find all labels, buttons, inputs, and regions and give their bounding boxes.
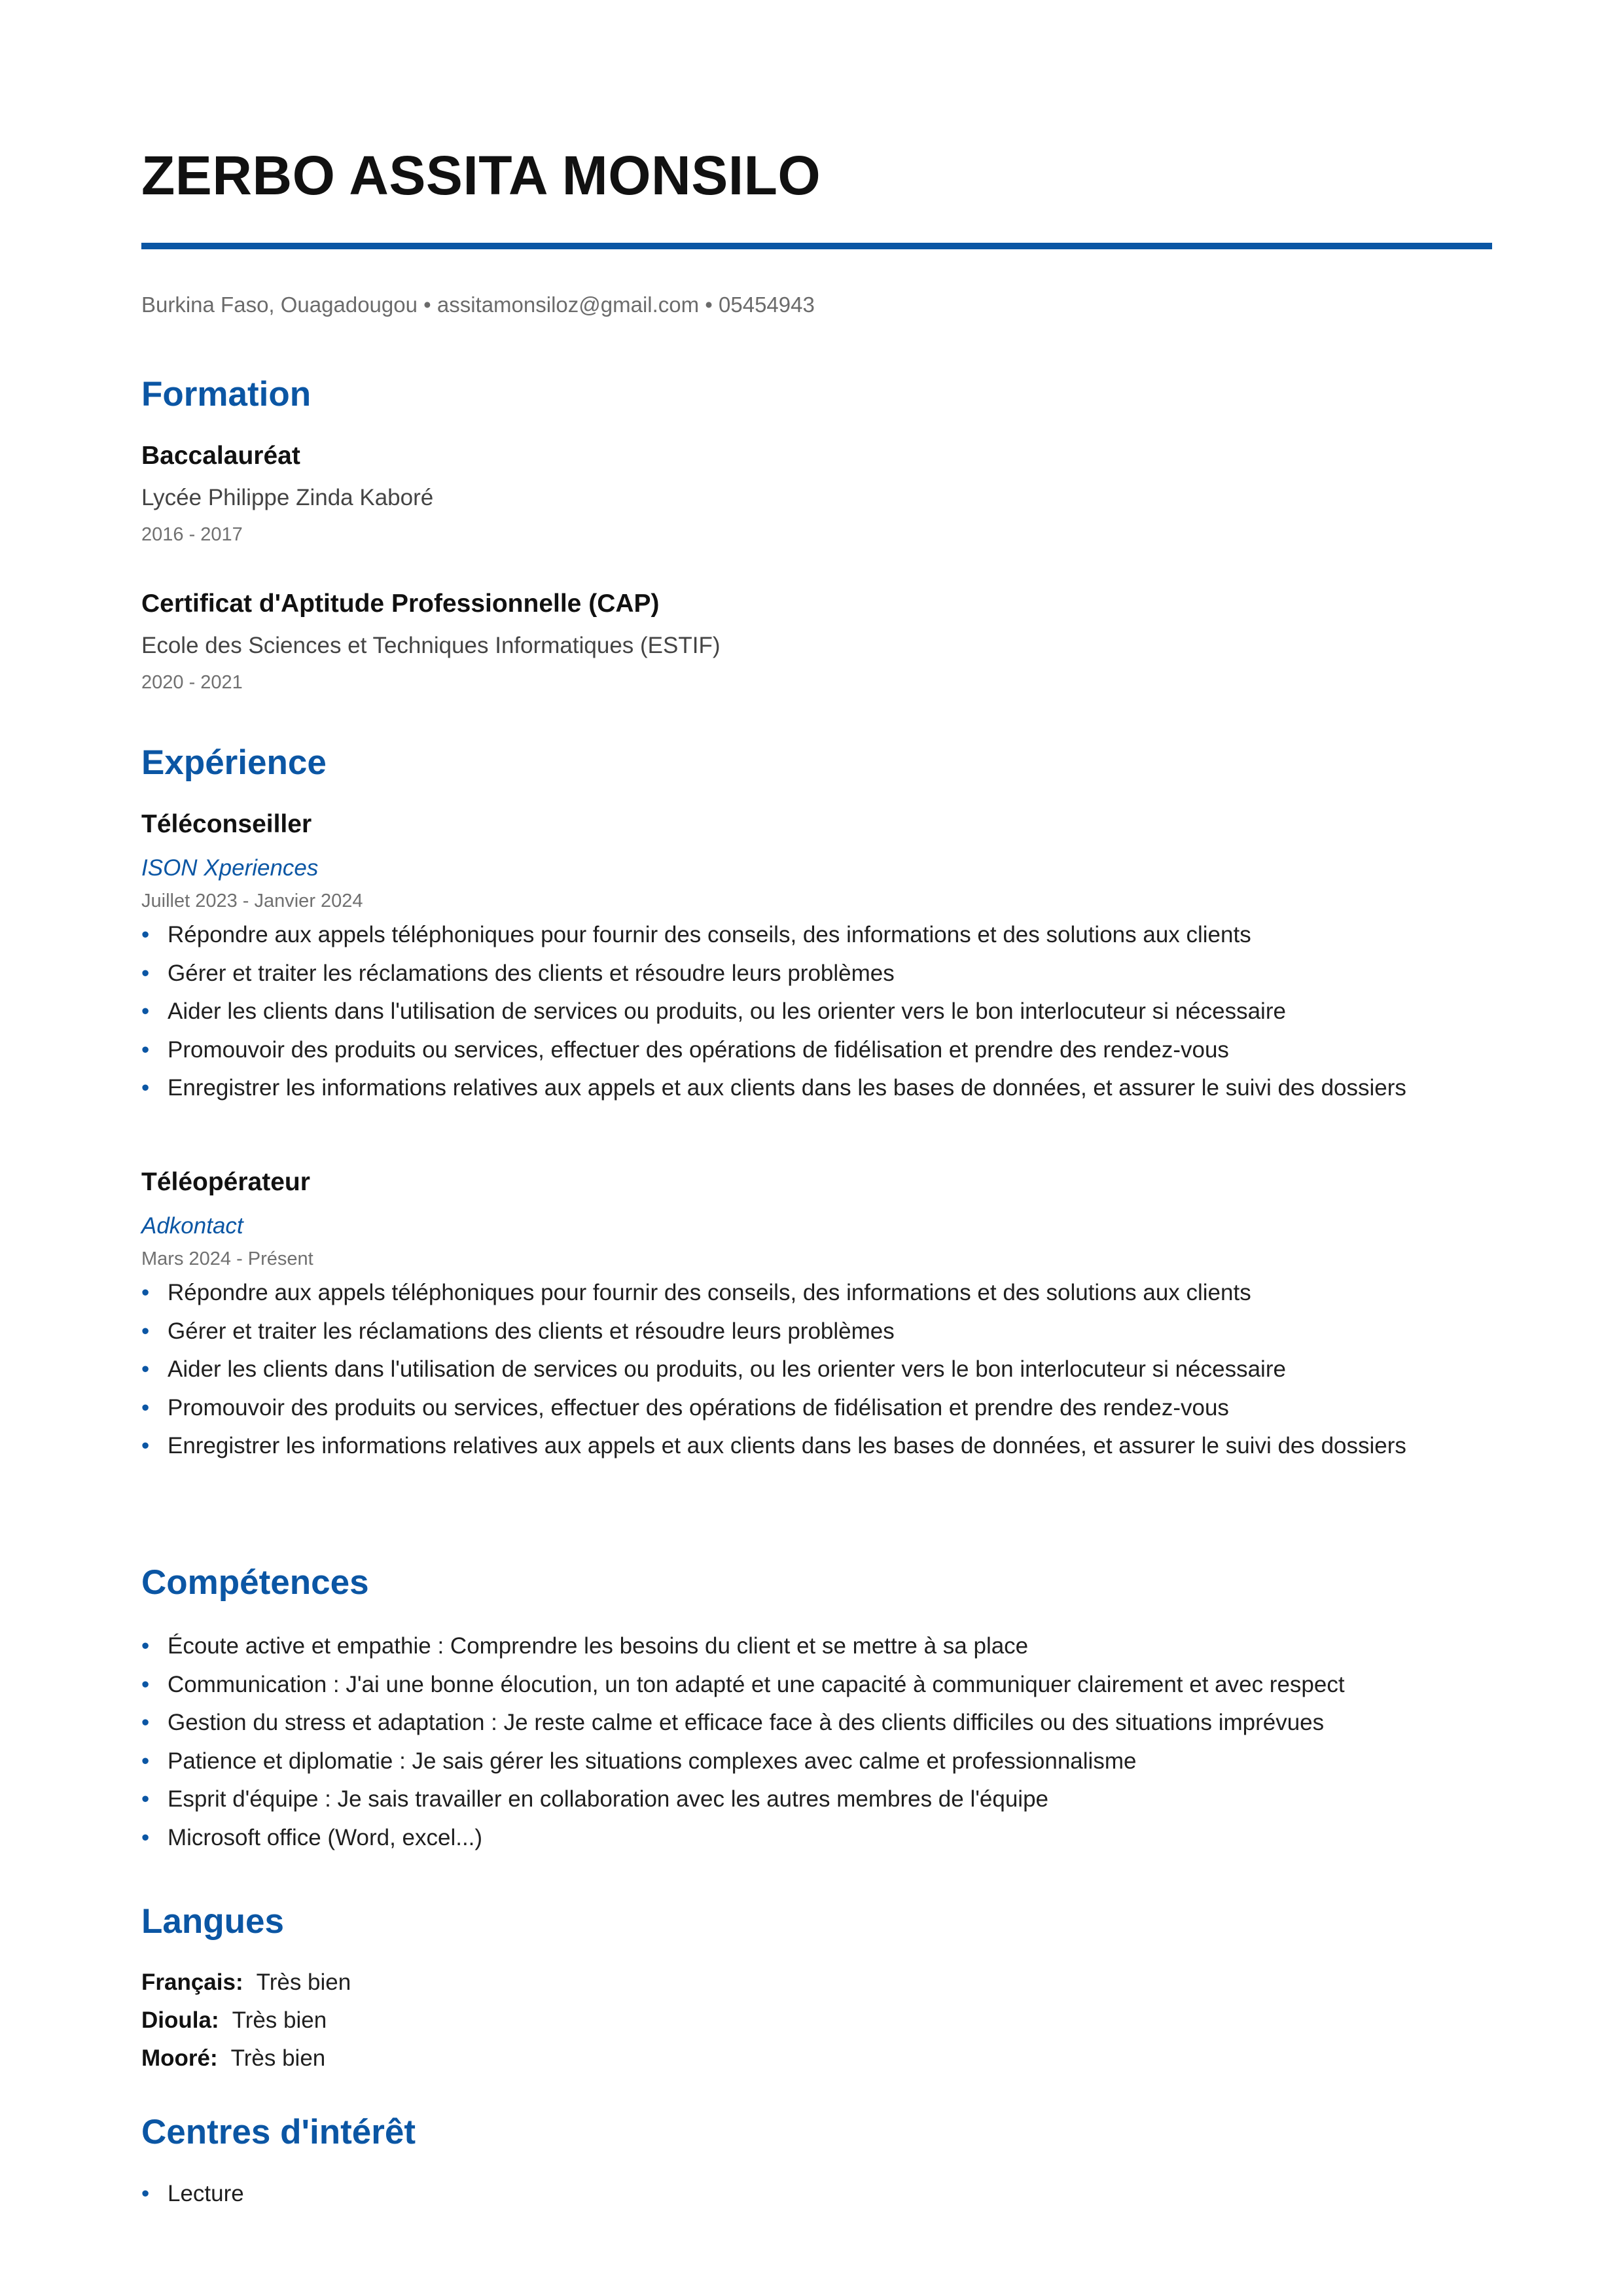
task-text: Promouvoir des produits ou services, effectuer des opérations de fidélisation et prendre des rendez-vous: [168, 1394, 1229, 1421]
list-item: [141, 1351, 1492, 1389]
bullet-icon: •: [141, 1356, 150, 1382]
job-title: Téléconseiller: [141, 810, 312, 838]
bullet-icon: •: [141, 960, 150, 986]
list-item: [141, 916, 1492, 955]
list-item: [141, 1627, 1492, 1666]
list-item: [141, 993, 1492, 1031]
task-text: Aider les clients dans l'utilisation de services ou produits, ou les orienter vers le bon interlocuteur si nécessaire: [168, 998, 1286, 1024]
bullet-icon: •: [141, 1786, 150, 1812]
skill-text: Communication : J'ai une bonne élocution, un ton adapté et une capacité à communiquer clairement et avec respect: [168, 1671, 1345, 1697]
list-item: [141, 1427, 1492, 1466]
task-text: Répondre aux appels téléphoniques pour fournir des conseils, des informations et des solutions aux clients: [168, 1280, 1251, 1305]
skill-text: Gestion du stress et adaptation : Je reste calme et efficace face à des clients difficiles ou des situations imprévues: [168, 1710, 1325, 1735]
section-title-interests: Centres d'intérêt: [141, 2113, 416, 2151]
job-company: Adkontact: [141, 1213, 243, 1239]
task-text: Gérer et traiter les réclamations des clients et résoudre leurs problèmes: [168, 1318, 895, 1344]
bullet-icon: •: [141, 1318, 150, 1344]
formation-dates: 2016 - 2017: [141, 524, 243, 545]
list-item: [141, 1389, 1492, 1428]
language-name: Dioula:: [141, 2007, 219, 2033]
task-text: Aider les clients dans l'utilisation de services ou produits, ou les orienter vers le bon interlocuteur si nécessaire: [168, 1356, 1286, 1382]
language-row: [141, 2043, 325, 2074]
language-name: Mooré:: [141, 2045, 218, 2071]
list-item: [141, 1819, 1492, 1858]
header-divider: [141, 243, 1492, 249]
skill-text: Esprit d'équipe : Je sais travailler en collaboration avec les autres membres de l'équipe: [168, 1786, 1049, 1812]
job-task-list: [141, 1274, 1492, 1466]
formation-dates: 2020 - 2021: [141, 672, 243, 693]
bullet-icon: •: [141, 1748, 150, 1774]
list-item: [141, 1031, 1492, 1070]
bullet-icon: •: [141, 1075, 150, 1101]
section-title-experience: Expérience: [141, 743, 327, 782]
task-text: Promouvoir des produits ou services, effectuer des opérations de fidélisation et prendre des rendez-vous: [168, 1036, 1229, 1063]
list-item: [141, 1780, 1492, 1819]
task-text: Enregistrer les informations relatives aux appels et aux clients dans les bases de données, et assurer le suivi des dossiers: [168, 1075, 1406, 1101]
list-item: [141, 955, 1492, 993]
job-task-list: [141, 916, 1492, 1108]
formation-school: Lycée Philippe Zinda Kaboré: [141, 485, 434, 510]
job-dates: Juillet 2023 - Janvier 2024: [141, 891, 363, 911]
skill-text: Patience et diplomatie : Je sais gérer les situations complexes avec calme et professionnalisme: [168, 1748, 1137, 1774]
skill-text: Écoute active et empathie : Comprendre les besoins du client et se mettre à sa place: [168, 1633, 1029, 1659]
list-item: [141, 1666, 1492, 1704]
contact-line: Burkina Faso, Ouagadougou • assitamonsiloz@gmail.com • 05454943: [141, 292, 815, 317]
bullet-icon: •: [141, 1433, 150, 1458]
task-text: Répondre aux appels téléphoniques pour fournir des conseils, des informations et des solutions aux clients: [168, 922, 1251, 947]
bullet-icon: •: [141, 1036, 150, 1063]
bullet-icon: •: [141, 922, 150, 947]
bullet-icon: •: [141, 1394, 150, 1421]
language-level: Très bien: [232, 2007, 327, 2033]
skills-list: [141, 1627, 1492, 1857]
bullet-icon: •: [141, 998, 150, 1024]
language-row: [141, 2005, 327, 2036]
task-text: Gérer et traiter les réclamations des clients et résoudre leurs problèmes: [168, 960, 895, 986]
interest-text: Lecture: [168, 2181, 244, 2206]
language-level: Très bien: [256, 1969, 351, 1995]
formation-school: Ecole des Sciences et Techniques Informatiques (ESTIF): [141, 633, 721, 658]
list-item: [141, 2175, 1492, 2214]
bullet-icon: •: [141, 1710, 150, 1735]
skill-text: Microsoft office (Word, excel...): [168, 1824, 483, 1850]
bullet-icon: •: [141, 1824, 150, 1850]
section-title-formation: Formation: [141, 375, 312, 414]
language-row: [141, 1968, 351, 1998]
bullet-icon: •: [141, 2181, 150, 2206]
interests-list: [141, 2175, 1492, 2214]
bullet-icon: •: [141, 1633, 150, 1659]
language-level: Très bien: [230, 2045, 326, 2071]
job-dates: Mars 2024 - Présent: [141, 1248, 313, 1269]
list-item: [141, 1742, 1492, 1781]
list-item: [141, 1069, 1492, 1108]
section-title-skills: Compétences: [141, 1563, 369, 1602]
list-item: [141, 1704, 1492, 1742]
bullet-icon: •: [141, 1671, 150, 1697]
language-name: Français:: [141, 1969, 243, 1995]
list-item: [141, 1313, 1492, 1351]
job-title: Téléopérateur: [141, 1168, 310, 1196]
list-item: [141, 1274, 1492, 1313]
section-title-languages: Langues: [141, 1902, 284, 1941]
formation-degree: Baccalauréat: [141, 442, 300, 470]
candidate-name: ZERBO ASSITA MONSILO: [141, 145, 821, 206]
bullet-icon: •: [141, 1280, 150, 1305]
formation-degree: Certificat d'Aptitude Professionnelle (CAP): [141, 590, 660, 618]
task-text: Enregistrer les informations relatives aux appels et aux clients dans les bases de données, et assurer le suivi des dossiers: [168, 1433, 1406, 1458]
job-company: ISON Xperiences: [141, 855, 319, 881]
